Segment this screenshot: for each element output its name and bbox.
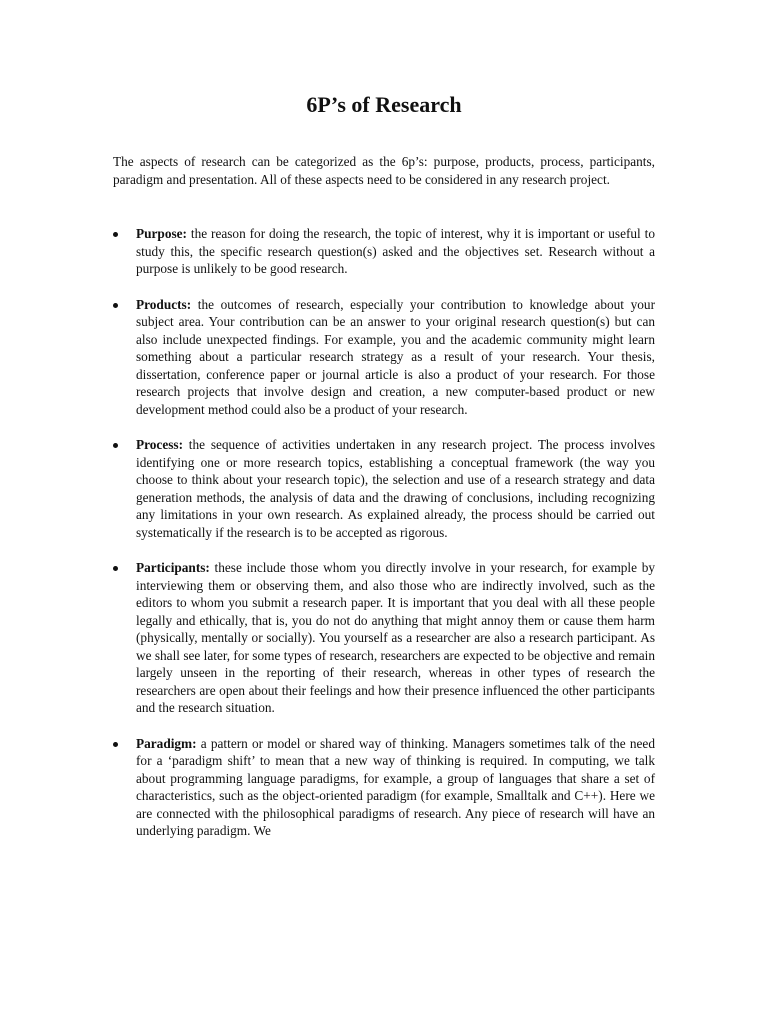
term-description: these include those whom you directly involve in your research, for example by interviewing them or observing them, and also those who are indirectly involved, such as the editors to whom you submit a research paper. It is important that you deal with all these people legally and ethically, that is, you do not do anything that might annoy them or cause them harm (physically, mentally or socially). You yourself as a researcher are also a research participant. As we shall see later, for some types of research, researchers are expected to be objective and remain largely unseen in the reporting of their research, whereas in other types of research the researchers are open about their feelings and how their presence influenced the other participants and the research situation. bbox=[136, 560, 655, 715]
term-description: the outcomes of research, especially your contribution to knowledge about your subject area. Your contribution can be an answer to your original research question(s) but can also include unexpected findings. For example, you and the academic community might learn something about a particular research strategy as a result of your research. Your thesis, dissertation, conference paper or journal article is also a product of your research. For those research projects that involve design and creation, a new computer-based product or new development method could also be a product of your research. bbox=[136, 296, 655, 417]
term-description: a pattern or model or shared way of thinking. Managers sometimes talk of the need for a ‘paradigm shift’ to mean that a new way of thinking is required. In computing, we talk about programming language paradigms, for example, a group of languages that share a set of characteristics, such as the object-oriented paradigm (for example, Smalltalk and C++). Here we are connected with the philosophical paradigms of research. Any piece of research will have an underlying paradigm. We bbox=[136, 735, 655, 838]
list-item-paradigm bbox=[113, 735, 655, 840]
bullet-icon bbox=[113, 443, 118, 448]
term-label: Purpose: bbox=[136, 226, 187, 241]
list-item-participants bbox=[113, 559, 655, 717]
list-item-purpose bbox=[113, 225, 655, 278]
intro-paragraph: The aspects of research can be categorized as the 6p’s: purpose, products, process, participants, paradigm and presentation. All of these aspects need to be considered in any research project. bbox=[113, 154, 655, 187]
bullet-icon bbox=[113, 566, 118, 571]
aspects-list bbox=[113, 225, 655, 858]
page-title: 6P’s of Research bbox=[306, 92, 462, 117]
term-description: the reason for doing the research, the topic of interest, why it is important or useful to study this, the specific research question(s) asked and the objectives set. Research without a purpose is unlikely to be good research. bbox=[136, 226, 655, 276]
term-label: Paradigm: bbox=[136, 735, 197, 751]
bullet-icon bbox=[113, 232, 118, 237]
term-label: Process: bbox=[136, 437, 184, 452]
bullet-icon bbox=[113, 742, 118, 747]
bullet-icon bbox=[113, 303, 118, 308]
list-item-products bbox=[113, 296, 655, 419]
list-item-process bbox=[113, 436, 655, 541]
term-label: Products: bbox=[136, 296, 192, 312]
term-label: Participants: bbox=[136, 560, 210, 575]
term-description: the sequence of activities undertaken in any research project. The process involves identifying one or more research topics, establishing a conceptual framework (the way you choose to think about your research topic), the selection and use of a research strategy and data generation methods, the analysis of data and the drawing of conclusions, including recognizing any limitations in your own research. As explained already, the process should be carried out systematically if the research is to be accepted as rigorous. bbox=[136, 437, 655, 540]
